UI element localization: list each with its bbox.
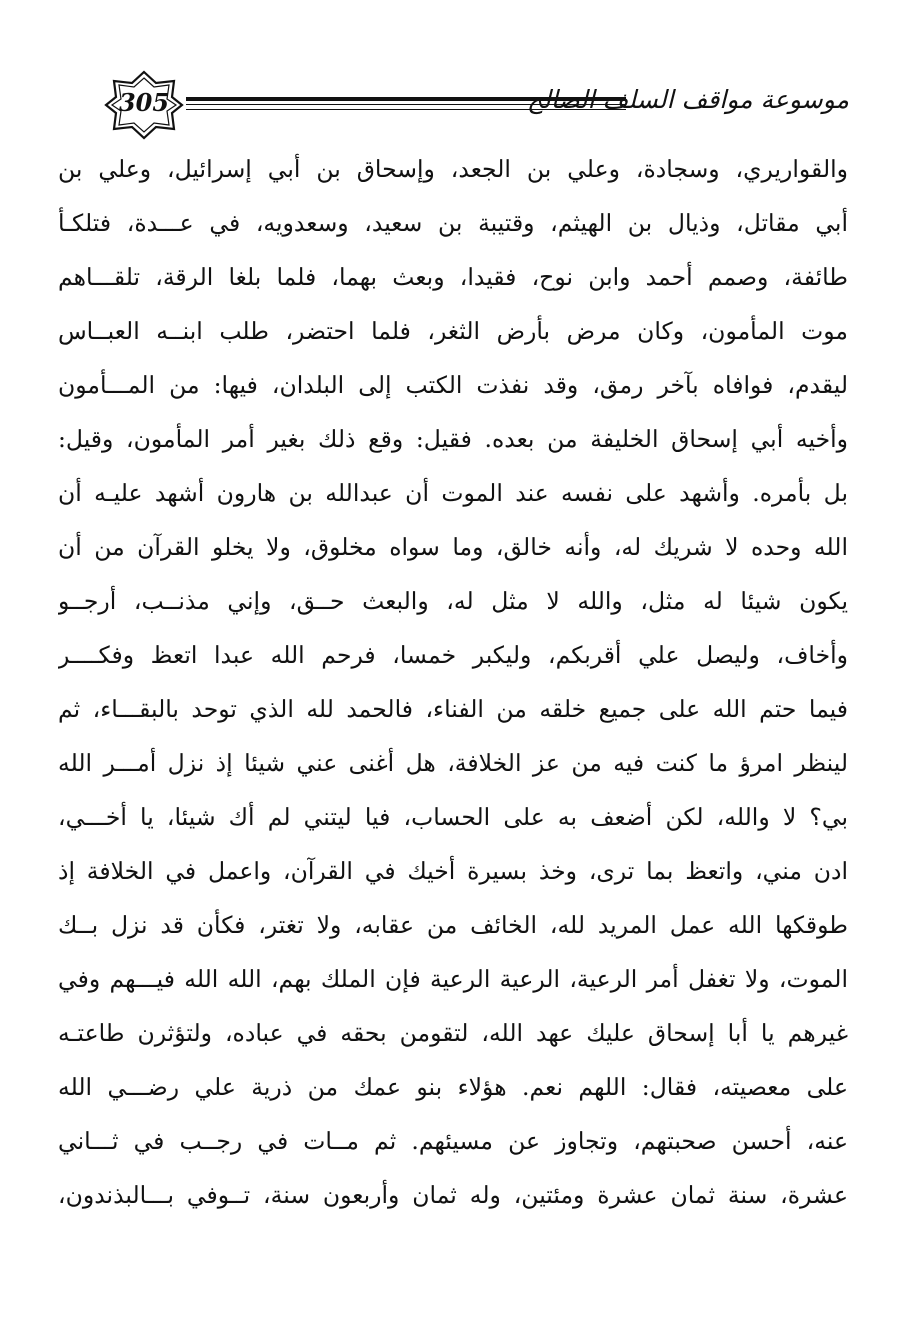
page-header <box>104 70 849 140</box>
body-text <box>58 142 848 1222</box>
page-number-badge <box>104 70 184 140</box>
text-line: وأخيه أبي إسحاق الخليفة من بعده. فقيل: وقع ذلك بغير أمر المأمون، وقيل: <box>58 425 848 453</box>
text-line: الله وحده لا شريك له، وأنه خالق، وما سواه مخلوق، ولا يخلو القرآن من أن <box>58 533 848 561</box>
text-line: عشرة، سنة ثمان عشرة ومئتين، وله ثمان وأربعون سنة، تــوفي بـــالبذندون، <box>58 1181 848 1209</box>
text-line: الموت، ولا تغفل أمر الرعية، الرعية الرعية فإن الملك بهم، الله الله فيـــهم وفي <box>58 965 848 993</box>
text-line: والقواريري، وسجادة، وعلي بن الجعد، وإسحاق بن أبي إسرائيل، وعلي بن <box>58 155 848 183</box>
text-line: بي؟ لا والله، لكن أضعف به على الحساب، فيا ليتني لم أك شيئا، يا أخـــي، <box>58 803 848 831</box>
text-line: غيرهم يا أبا إسحاق عليك عهد الله، لتقومن بحقه في عباده، ولتؤثرن طاعتـه <box>58 1019 848 1047</box>
text-line: طوقكها الله عمل المريد لله، الخائف من عقابه، ولا تغتر، فكأن قد نزل بــك <box>58 911 848 939</box>
text-line: يكون شيئا له مثل، والله لا مثل له، والبعث حــق، وإني مذنــب، أرجــو <box>58 587 848 615</box>
text-line: فيما حتم الله على جميع خلقه من الفناء، فالحمد لله الذي توحد بالبقـــاء، ثم <box>58 695 848 723</box>
text-line: لينظر امرؤ ما كنت فيه من عز الخلافة، هل أغنى عني شيئا إذ نزل أمـــر الله <box>58 749 848 777</box>
running-title: موسوعة مواقف السلف الصالح <box>526 85 849 114</box>
text-line: أبي مقاتل، وذيال بن الهيثم، وقتيبة بن سعيد، وسعدويه، في عـــدة، فتلكـأ <box>58 209 848 237</box>
text-line: طائفة، وصمم أحمد وابن نوح، فقيدا، وبعث بهما، فلما بلغا الرقة، تلقـــاهم <box>58 263 848 291</box>
text-line: موت المأمون، وكان مرض بأرض الثغر، فلما احتضر، طلب ابنــه العبــاس <box>58 317 848 345</box>
page-number: 305 <box>118 88 170 117</box>
text-line: بل بأمره. وأشهد على نفسه عند الموت أن عبدالله بن هارون أشهد عليـه أن <box>58 479 848 507</box>
text-line: على معصيته، فقال: اللهم نعم. هؤلاء بنو عمك من ذرية علي رضـــي الله <box>58 1073 848 1101</box>
text-line: وأخاف، وليصل علي أقربكم، وليكبر خمسا، فرحم الله عبدا اتعظ وفكــــر <box>58 641 848 669</box>
text-line: ليقدم، فوافاه بآخر رمق، وقد نفذت الكتب إلى البلدان، فيها: من المـــأمون <box>58 371 848 399</box>
text-line: ادن مني، واتعظ بما ترى، وخذ بسيرة أخيك في القرآن، واعمل في الخلافة إذ <box>58 857 848 885</box>
text-line: عنه، أحسن صحبتهم، وتجاوز عن مسيئهم. ثم مــات في رجــب في ثـــاني <box>58 1127 848 1155</box>
